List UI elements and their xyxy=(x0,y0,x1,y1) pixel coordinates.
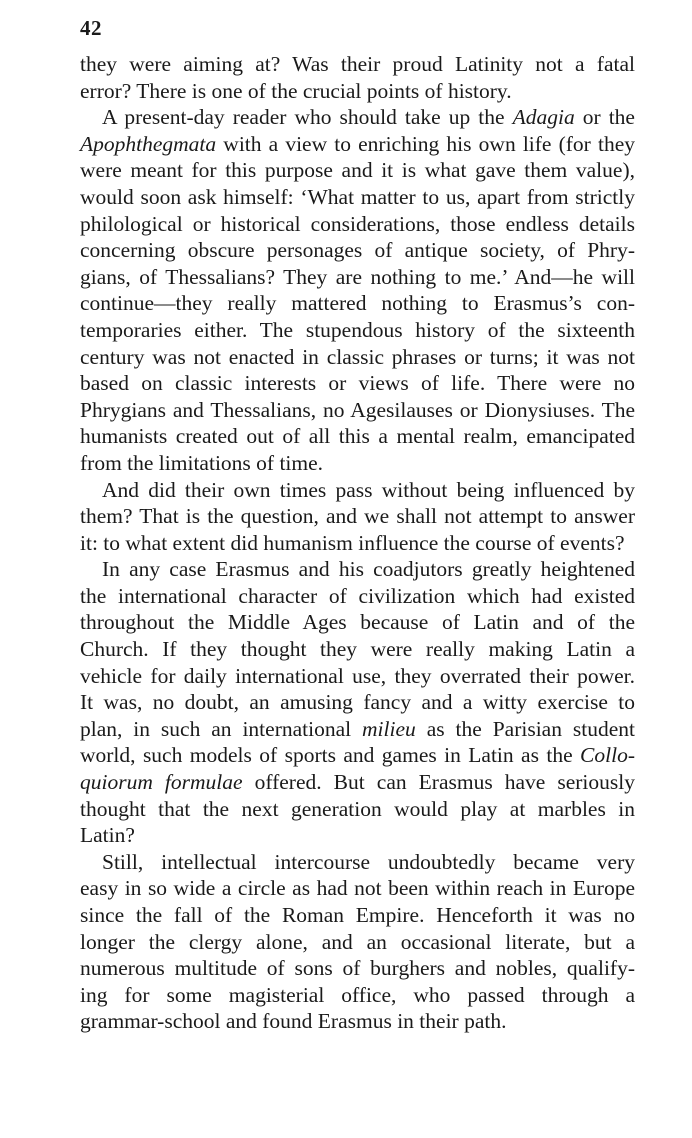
text-line: Still, intellectual intercourse undoubtedly became very xyxy=(102,849,635,874)
text-line: from the limitations of time. xyxy=(80,450,324,475)
text-line: easy in so wide a circle as had not been within reach in Europe xyxy=(80,876,635,901)
paragraph xyxy=(80,477,635,557)
text-line: grammar-school and found Erasmus in their path. xyxy=(80,1009,507,1034)
text-line: vehicle for daily international use, they overrated their power. xyxy=(80,663,635,688)
paragraph xyxy=(80,556,635,849)
paragraph xyxy=(80,51,635,104)
text-line: since the fall of the Roman Empire. Henceforth it was no xyxy=(80,903,635,927)
text-line: philological or historical considerations, those endless details xyxy=(80,211,635,236)
text-line: the international character of civilization which had existed xyxy=(80,583,635,608)
text-line: they were aiming at? Was their proud Latinity not a fatal xyxy=(80,52,635,76)
text-line: quiorum formulae offered. But can Erasmus have seriously xyxy=(80,770,635,795)
text-line: them? That is the question, and we shall not attempt to answer xyxy=(80,504,635,529)
text-line: plan, in such an international milieu as the Parisian student xyxy=(80,716,635,741)
text-line: humanists created out of all this a mental realm, emancipated xyxy=(80,424,635,449)
text-line: concerning obscure personages of antique society, of Phry- xyxy=(80,238,635,263)
text-line: Apophthegmata with a view to enriching his own life (for they xyxy=(80,131,635,156)
text-line: error? There is one of the crucial points of history. xyxy=(80,78,512,103)
text-line: ing for some magisterial office, who passed through a xyxy=(80,982,635,1007)
text-line: throughout the Middle Ages because of Latin and of the xyxy=(80,610,635,635)
text-line: world, such models of sports and games in Latin as the Collo- xyxy=(80,743,635,768)
text-line: In any case Erasmus and his coadjutors greatly heightened xyxy=(102,557,635,582)
text-line: thought that the next generation would play at marbles in xyxy=(80,796,635,821)
text-line: gians, of Thessalians? They are nothing to me.’ And—he will xyxy=(80,264,635,289)
text-line: would soon ask himself: ‘What matter to us, apart from strictly xyxy=(80,184,635,209)
paragraph xyxy=(80,104,635,476)
text-line: It was, no doubt, an amusing fancy and a witty exercise to xyxy=(80,690,635,715)
body-text xyxy=(80,51,635,1035)
text-line: longer the clergy alone, and an occasional literate, but a xyxy=(80,929,635,954)
text-line: A present-day reader who should take up the Adagia or the xyxy=(102,105,635,130)
text-line: based on classic interests or views of life. There were no xyxy=(80,371,635,396)
text-line: And did their own times pass without being influenced by xyxy=(102,477,635,502)
text-line: continue—they really mattered nothing to Erasmus’s con- xyxy=(80,291,635,316)
text-line: Latin? xyxy=(80,823,135,848)
text-line: Church. If they thought they were really making Latin a xyxy=(80,637,635,662)
text-line: century was not enacted in classic phrases or turns; it was not xyxy=(80,344,635,369)
text-line: were meant for this purpose and it is what gave them value), xyxy=(80,158,635,183)
text-line: numerous multitude of sons of burghers and nobles, qualify- xyxy=(80,956,635,981)
text-line: Phrygians and Thessalians, no Agesilauses or Dionysiuses. The xyxy=(80,397,635,422)
text-line: temporaries either. The stupendous history of the sixteenth xyxy=(80,317,635,342)
page-number: 42 xyxy=(80,16,102,40)
paragraph xyxy=(80,849,635,1035)
text-line: it: to what extent did humanism influence the course of events? xyxy=(80,530,625,555)
